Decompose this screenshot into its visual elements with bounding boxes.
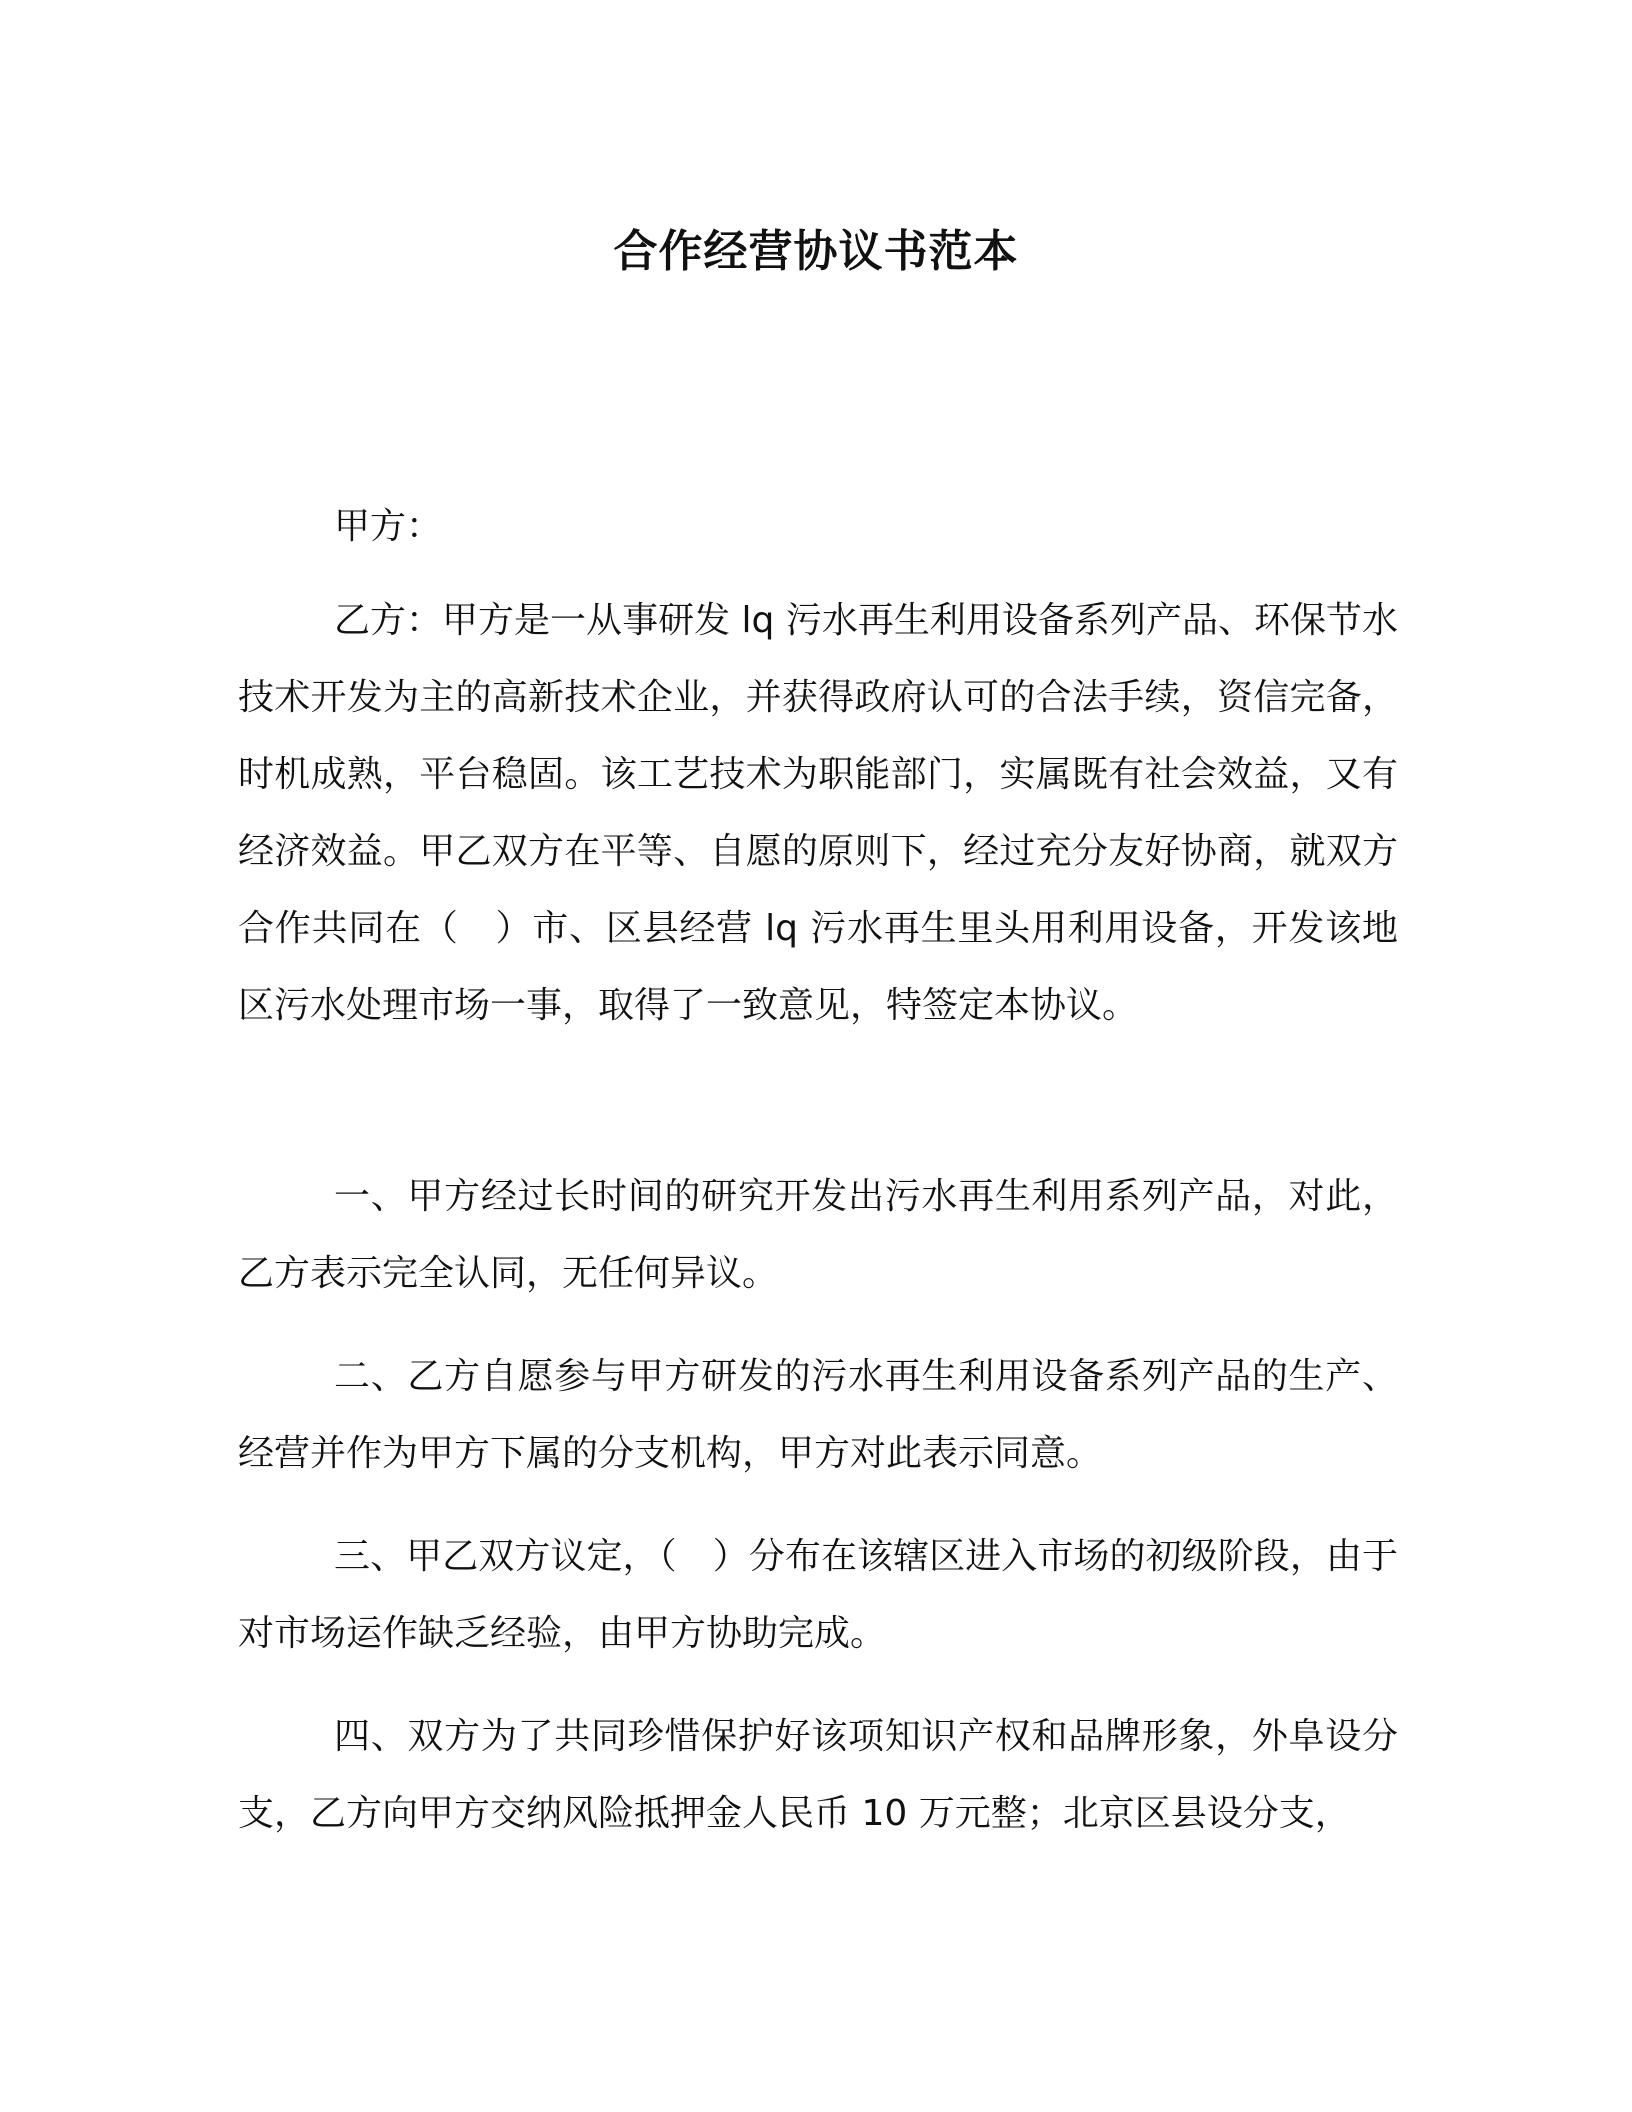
clause-1: 一、甲方经过长时间的研究开发出污水再生利用系列产品，对此，乙方表示完全认同，无任何异议。 [238, 1176, 1398, 1294]
party-a-line: 甲方： [334, 506, 443, 547]
clause-2: 二、乙方自愿参与甲方研发的污水再生利用设备系列产品的生产、经营并作为甲方下属的分支机构，甲方对此表示同意。 [238, 1356, 1398, 1474]
clause-4: 四、双方为了共同珍惜保护好该项知识产权和品牌形象，外阜设分支，乙方向甲方交纳风险抵押金人民币 10 万元整；北京区县设分支， [238, 1716, 1398, 1834]
intro-paragraph: 乙方：甲方是一从事研发 lq 污水再生利用设备系列产品、环保节水技术开发为主的高新技术企业，并获得政府认可的合法手续，资信完备，时机成熟，平台稳固。该工艺技术为职能部门，实属既有社会效益，又有经济效益。甲乙双方在平等、自愿的原则下，经过充分友好协商，就双方合作共同在（ ）市、区县经营 lq 污水再生里头用利用设备，开发该地区污水处理市场一事，取得了一致意见，特签定本协议。 [238, 600, 1398, 1026]
clause-3: 三、甲乙双方议定，（ ）分布在该辖区进入市场的初级阶段，由于对市场运作缺乏经验，由甲方协助完成。 [238, 1536, 1398, 1654]
document-title: 合作经营协议书范本 [613, 226, 1019, 277]
